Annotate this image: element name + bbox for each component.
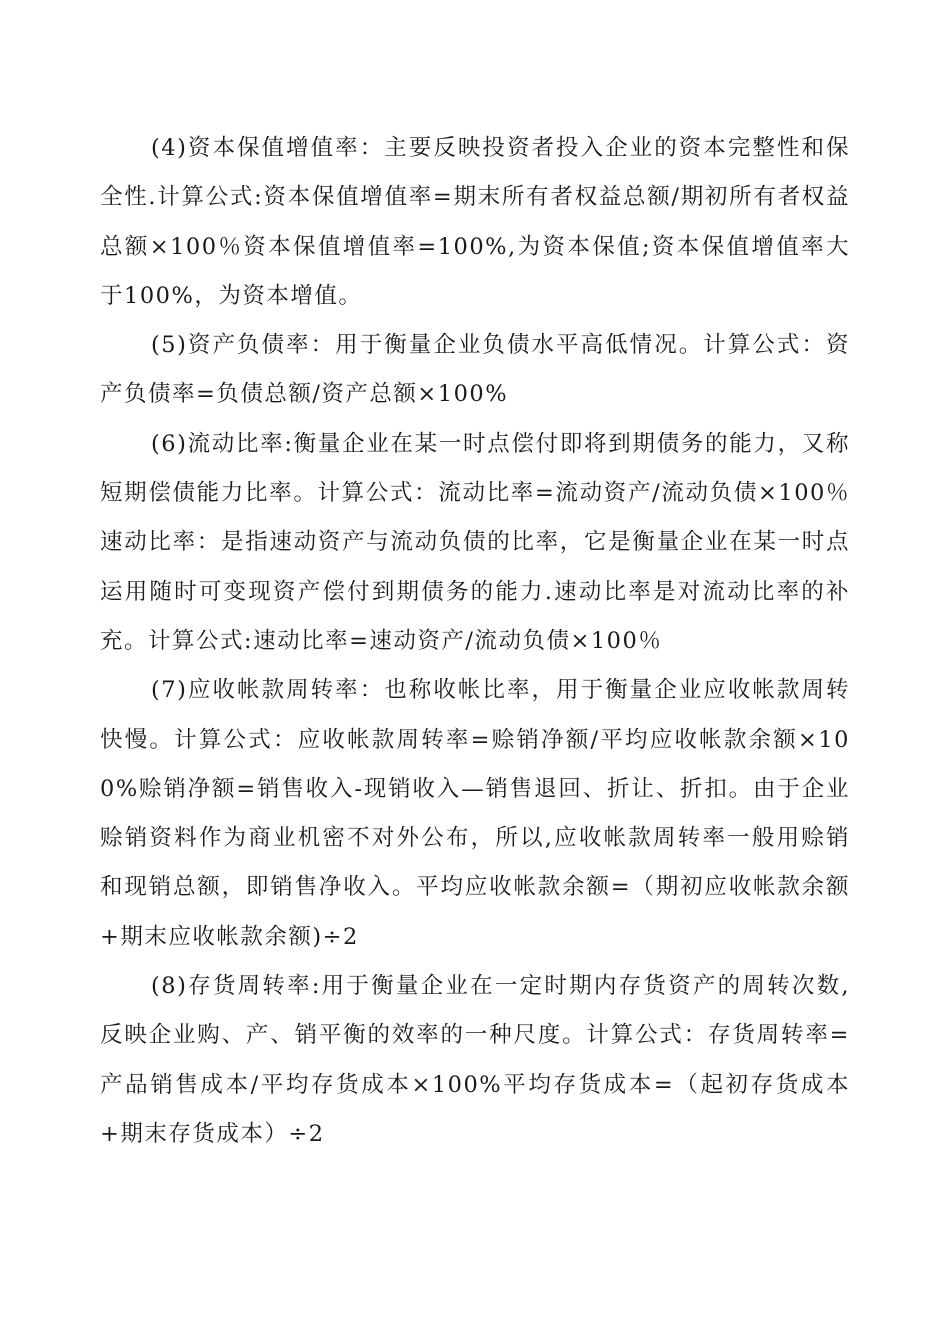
paragraph-inventory-turnover: (8)存货周转率:用于衡量企业在一定时期内存货资产的周转次数,反映企业购、产、销平衡的效率的一种尺度。计算公式：存货周转率=产品销售成本/平均存货成本×100%平均存货成本=（起初存货成本+期末存货成本）÷2 — [100, 973, 850, 1147]
paragraph-capital-preservation-ratio: (4)资本保值增值率：主要反映投资者投入企业的资本完整性和保全性.计算公式:资本保值增值率=期末所有者权益总额/期初所有者权益总额×100％资本保值增值率=100%,为资本保值;资本保值增值率大于100%，为资本增值。 — [100, 135, 850, 309]
paragraph-receivables-turnover: (7)应收帐款周转率：也称收帐比率，用于衡量企业应收帐款周转快慢。计算公式：应收帐款周转率=赊销净额/平均应收帐款余额×100%赊销净额=销售收入-现销收入—销售退回、折让、折扣。由于企业赊销资料作为商业机密不对外公布，所以,应收帐款周转率一般用赊销和现销总额，即销售净收入。平均应收帐款余额=（期初应收帐款余额+期末应收帐款余额)÷2 — [100, 677, 850, 950]
document-body — [100, 124, 850, 1159]
paragraph-current-ratio: (6)流动比率:衡量企业在某一时点偿付即将到期债务的能力，又称短期偿债能力比率。计算公式：流动比率=流动资产/流动负债×100％速动比率：是指速动资产与流动负债的比率，它是衡量企业在某一时点运用随时可变现资产偿付到期债务的能力.速动比率是对流动比率的补充。计算公式:速动比率=速动资产/流动负债×100％ — [100, 430, 850, 654]
paragraph-debt-asset-ratio: (5)资产负债率：用于衡量企业负债水平高低情况。计算公式：资产负债率=负债总额/资产总额×100% — [100, 332, 850, 408]
